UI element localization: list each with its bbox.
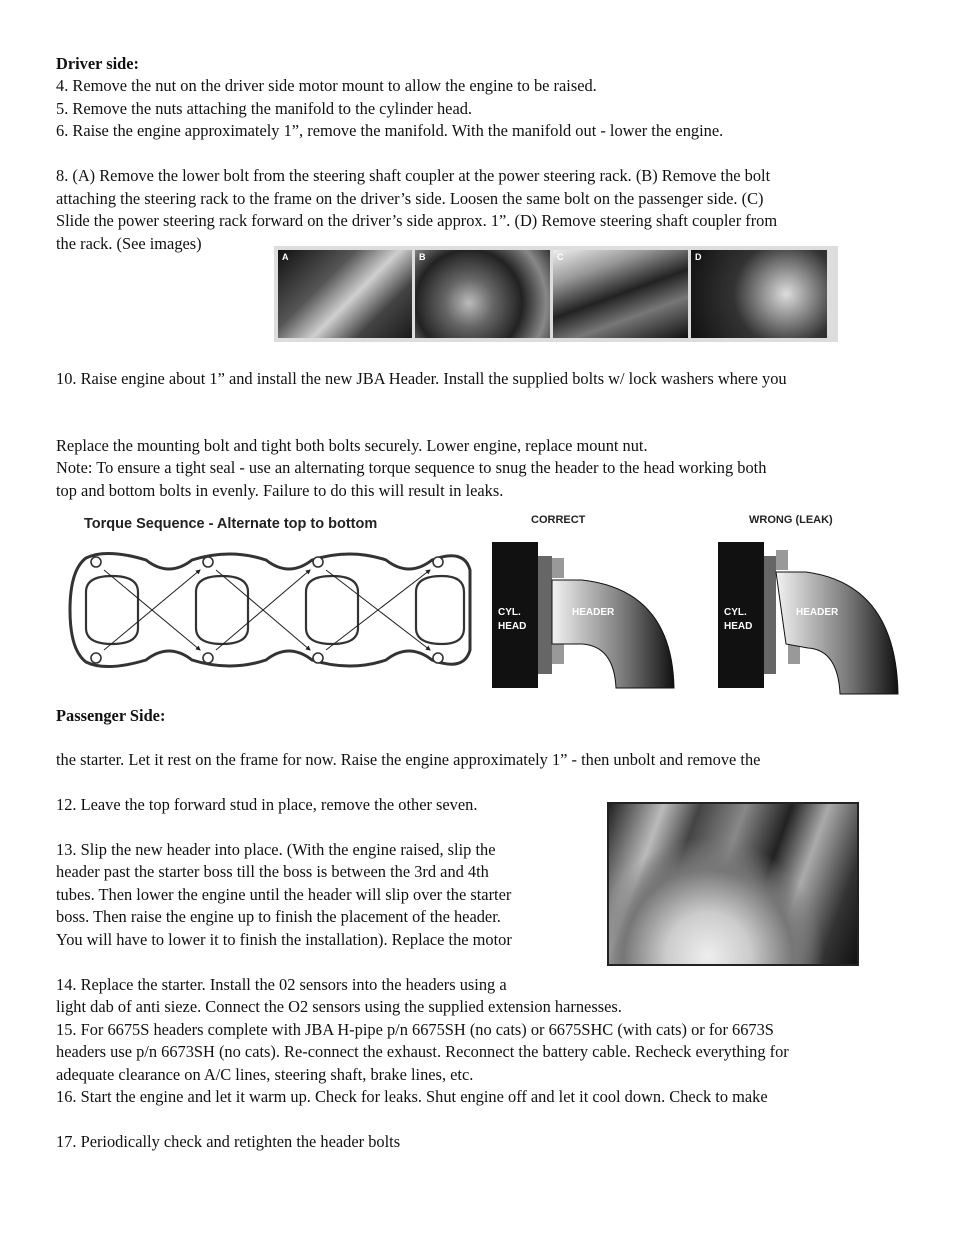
- photo-b-label: B: [419, 252, 426, 262]
- passenger-header-photo: [607, 802, 859, 966]
- correct-header-text: HEADER: [572, 607, 615, 618]
- photo-b: [415, 250, 550, 338]
- photo-c-label: C: [557, 252, 564, 262]
- step-17: 17. Periodically check and retighten the header bolts: [56, 1132, 401, 1151]
- step-6: 6. Raise the engine approximately 1”, remove the manifold. With the manifold out - lower the engine.: [56, 121, 724, 140]
- wrong-header-text: HEADER: [796, 607, 839, 618]
- step-8-line-3: Slide the power steering rack forward on the driver’s side approx. 1”. (D) Remove steering shaft coupler from: [56, 211, 778, 230]
- mount-line-1: Replace the mounting bolt and tight both bolts securely. Lower engine, replace mount nut.: [56, 436, 648, 455]
- passenger-side-heading: Passenger Side:: [56, 706, 166, 725]
- photo-a: [278, 250, 412, 338]
- step-13-line-1: 13. Slip the new header into place. (With the engine raised, slip the: [56, 840, 496, 859]
- torque-sequence-diagram: [66, 540, 478, 680]
- note-line-2: top and bottom bolts in evenly. Failure to do this will result in leaks.: [56, 481, 504, 500]
- step-14-line-2: light dab of anti sieze. Connect the O2 sensors using the supplied extension harnesses.: [56, 997, 622, 1016]
- photo-a-label: A: [282, 252, 289, 262]
- photo-d-label: D: [695, 252, 702, 262]
- note-line-1: Note: To ensure a tight seal - use an alternating torque sequence to snug the header to the head working both: [56, 458, 767, 477]
- step-8-line-2: attaching the steering rack to the frame on the driver’s side. Loosen the same bolt on the passenger side. (C): [56, 189, 764, 208]
- wrong-cyl-text: CYL.: [724, 607, 747, 618]
- step-8-line-1: 8. (A) Remove the lower bolt from the steering shaft coupler at the power steering rack. (B) Remove the bolt: [56, 166, 771, 185]
- step-13-line-4: boss. Then raise the engine up to finish the placement of the header.: [56, 907, 501, 926]
- step-5: 5. Remove the nuts attaching the manifold to the cylinder head.: [56, 99, 473, 118]
- wrong-leak-label: WRONG (LEAK): [749, 514, 833, 526]
- photo-d: [691, 250, 827, 338]
- step-13-line-5: You will have to lower it to finish the installation). Replace the motor: [56, 930, 512, 949]
- step-15-line-3: adequate clearance on A/C lines, steering shaft, brake lines, etc.: [56, 1065, 474, 1084]
- torque-sequence-title: Torque Sequence - Alternate top to bottom: [84, 516, 378, 532]
- wrong-seal-diagram: [718, 540, 900, 696]
- correct-cyl-text: CYL.: [498, 607, 521, 618]
- step-10: 10. Raise engine about 1” and install the new JBA Header. Install the supplied bolts w/ lock washers where you: [56, 369, 787, 388]
- step-13-line-3: tubes. Then lower the engine until the header will slip over the starter: [56, 885, 512, 904]
- step-12: 12. Leave the top forward stud in place, remove the other seven.: [56, 795, 478, 814]
- step-15-line-2: headers use p/n 6673SH (no cats). Re-connect the exhaust. Reconnect the battery cable. Recheck everything for: [56, 1042, 789, 1061]
- correct-label: CORRECT: [531, 514, 586, 526]
- photo-c: [553, 250, 688, 338]
- driver-side-heading: Driver side:: [56, 54, 139, 73]
- correct-head-text: HEAD: [498, 621, 527, 632]
- step-8-line-4: the rack. (See images): [56, 234, 202, 253]
- step-13-line-2: header past the starter boss till the boss is between the 3rd and 4th: [56, 862, 489, 881]
- steering-rack-photo-strip: [274, 246, 838, 342]
- step-16: 16. Start the engine and let it warm up. Check for leaks. Shut engine off and let it cool down. Check to make: [56, 1087, 768, 1106]
- wrong-head-text: HEAD: [724, 621, 753, 632]
- step-14-line-1: 14. Replace the starter. Install the 02 sensors into the headers using a: [56, 975, 507, 994]
- step-15-line-1: 15. For 6675S headers complete with JBA H-pipe p/n 6675SH (no cats) or 6675SHC (with cats) or for 6673S: [56, 1020, 774, 1039]
- correct-seal-diagram: [492, 540, 678, 690]
- passenger-line-1: the starter. Let it rest on the frame for now. Raise the engine approximately 1” - then unbolt and remove the: [56, 750, 761, 769]
- step-4: 4. Remove the nut on the driver side motor mount to allow the engine to be raised.: [56, 76, 597, 95]
